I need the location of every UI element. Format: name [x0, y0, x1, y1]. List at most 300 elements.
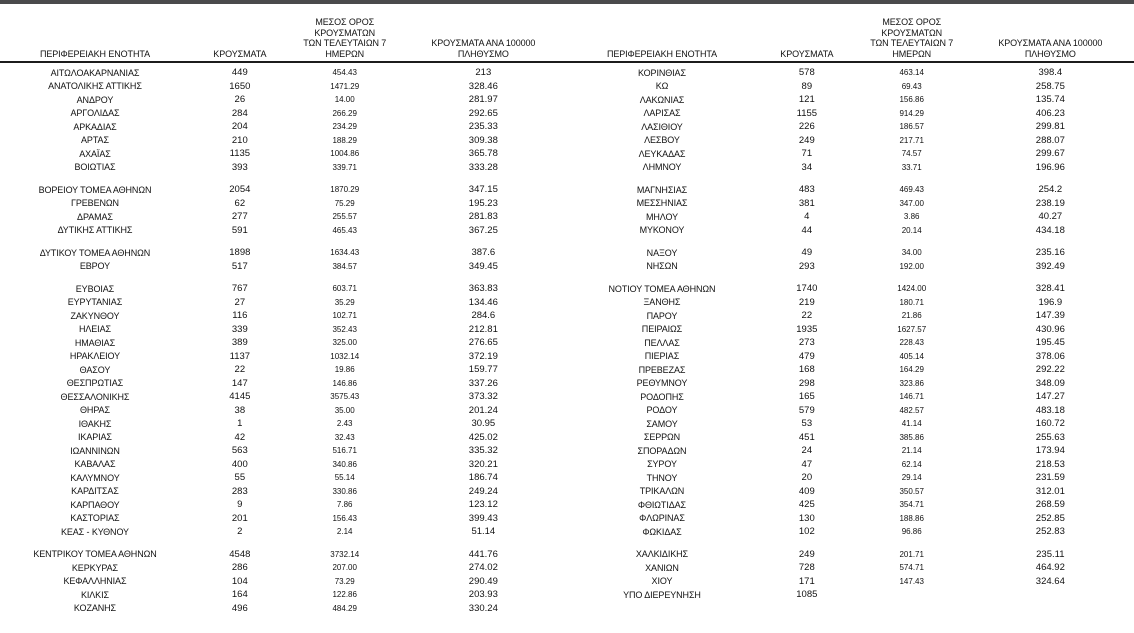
cell-per100k: 40.27 — [1038, 211, 1063, 223]
cell-per100k: 252.85 — [1035, 512, 1065, 524]
cell-cases: 767 — [231, 283, 248, 295]
cell-cases: 1650 — [229, 80, 251, 92]
table-row — [0, 80, 567, 94]
column-header-per100k: ΚΡΟΥΣΜΑΤΑ ΑΝΑ 100000 ΠΛΗΘΥΣΜΟ — [998, 38, 1103, 59]
cell-avg7days: 2.14 — [336, 527, 353, 537]
cell-cases: 22 — [234, 364, 246, 376]
cell-avg7days: 463.14 — [899, 68, 924, 78]
cell-cases: 147 — [231, 377, 248, 389]
cell-region: ΠΡΕΒΕΖΑΣ — [638, 364, 686, 375]
cell-per100k: 252.83 — [1035, 526, 1065, 538]
cell-cases: 286 — [231, 562, 248, 574]
cell-per100k: 173.94 — [1035, 445, 1065, 457]
cell-region: ΘΗΡΑΣ — [80, 405, 110, 416]
cell-cases: 393 — [231, 161, 248, 173]
cell-cases: 273 — [798, 337, 815, 349]
cell-per100k: 238.19 — [1035, 197, 1065, 209]
cell-per100k: 196.96 — [1035, 161, 1065, 173]
cell-avg7days: 156.86 — [899, 95, 924, 105]
cell-region: ΧΑΛΚΙΔΙΚΗΣ — [635, 549, 689, 560]
cell-per100k: 235.33 — [468, 121, 498, 133]
cell-region: ΤΗΝΟΥ — [646, 472, 678, 483]
cell-cases: 20 — [801, 472, 813, 484]
group-separator — [567, 174, 1134, 183]
cell-per100k: 348.09 — [1035, 377, 1065, 389]
cell-avg7days: 62.14 — [901, 459, 922, 469]
cell-per100k: 268.59 — [1035, 499, 1065, 511]
cell-cases: 2054 — [229, 184, 251, 196]
cell-per100k: 483.18 — [1035, 404, 1065, 416]
cell-avg7days: 122.86 — [332, 590, 357, 600]
cell-per100k: 335.32 — [468, 445, 498, 457]
cell-per100k: 328.41 — [1035, 283, 1065, 295]
cell-per100k: 292.22 — [1035, 364, 1065, 376]
cell-per100k: 147.39 — [1035, 310, 1065, 322]
cell-avg7days: 14.00 — [334, 95, 355, 105]
table-row — [567, 588, 1134, 602]
cell-avg7days: 20.14 — [901, 225, 922, 235]
cell-per100k: 203.93 — [468, 589, 498, 601]
cell-cases: 219 — [798, 296, 815, 308]
cell-cases: 728 — [798, 562, 815, 574]
cell-cases: 249 — [798, 134, 815, 146]
cell-cases: 283 — [231, 485, 248, 497]
cell-avg7days: 255.57 — [332, 212, 357, 222]
table-row — [567, 575, 1134, 589]
table-row — [567, 93, 1134, 107]
cell-region: ΦΘΙΩΤΙΔΑΣ — [637, 499, 687, 510]
cell-region: ΡΕΘΥΜΝΟΥ — [636, 378, 688, 389]
cell-region: ΛΑΚΩΝΙΑΣ — [639, 94, 685, 105]
cell-region: ΕΥΒΟΙΑΣ — [75, 283, 115, 294]
cell-avg7days: 34.00 — [901, 248, 922, 258]
table-row — [567, 80, 1134, 94]
cell-region: ΒΟΡΕΙΟΥ ΤΟΜΕΑ ΑΘΗΝΩΝ — [38, 184, 152, 195]
table-row — [567, 404, 1134, 418]
cell-region: ΣΑΜΟΥ — [646, 418, 678, 429]
cell-region: ΑΝΔΡΟΥ — [76, 94, 114, 105]
cell-avg7days: 228.43 — [899, 338, 924, 348]
cell-avg7days: 188.86 — [899, 513, 924, 523]
group-separator — [0, 273, 567, 282]
cell-cases: 517 — [231, 260, 248, 272]
cell-avg7days: 1627.57 — [897, 324, 927, 334]
cell-cases: 1 — [237, 418, 243, 430]
cell-per100k: 186.74 — [468, 472, 498, 484]
cell-per100k: 406.23 — [1035, 107, 1065, 119]
group-separator — [0, 174, 567, 183]
table-row — [567, 525, 1134, 539]
column-header-cases: ΚΡΟΥΣΜΑΤΑ — [213, 48, 267, 59]
table-row — [567, 512, 1134, 526]
cell-cases: 578 — [798, 67, 815, 79]
cell-cases: 121 — [798, 94, 815, 106]
regional-table-left — [0, 66, 567, 615]
cell-avg7days: 21.86 — [901, 311, 922, 321]
table-row — [567, 147, 1134, 161]
cell-region: ΚΕΡΚΥΡΑΣ — [71, 562, 119, 573]
cell-cases: 496 — [231, 602, 248, 614]
table-row — [0, 183, 567, 197]
cell-avg7days: 340.86 — [332, 459, 357, 469]
cell-region: ΧΑΝΙΩΝ — [645, 562, 679, 573]
cell-cases: 479 — [798, 350, 815, 362]
table-row — [567, 197, 1134, 211]
cell-cases: 1137 — [229, 350, 251, 362]
cell-avg7days: 405.14 — [899, 351, 924, 361]
cell-avg7days: 156.43 — [332, 513, 357, 523]
cell-region: ΚΕΦΑΛΛΗΝΙΑΣ — [63, 576, 127, 587]
cell-region: ΕΥΡΥΤΑΝΙΑΣ — [67, 297, 123, 308]
table-header-band — [0, 4, 1134, 63]
cell-per100k: 299.67 — [1035, 148, 1065, 160]
cell-cases: 53 — [801, 418, 813, 430]
cell-region: ΘΕΣΣΑΛΟΝΙΚΗΣ — [60, 391, 130, 402]
cell-avg7days: 102.71 — [332, 311, 357, 321]
cell-per100k: 430.96 — [1035, 323, 1065, 335]
cell-per100k: 324.64 — [1035, 575, 1065, 587]
cell-cases: 168 — [798, 364, 815, 376]
column-header-avg7days: ΜΕΣΟΣ ΟΡΟΣ ΚΡΟΥΣΜΑΤΩΝ ΤΩΝ ΤΕΛΕΥΤΑΙΩΝ 7 ΗΜΕΡΩΝ — [870, 17, 954, 59]
cell-avg7days: 35.00 — [334, 405, 355, 415]
table-row — [0, 210, 567, 224]
cell-cases: 1740 — [796, 283, 818, 295]
group-separator — [0, 237, 567, 246]
cell-cases: 563 — [231, 445, 248, 457]
cell-per100k: 425.02 — [468, 431, 498, 443]
table-row — [0, 309, 567, 323]
cell-region: ΑΡΓΟΛΙΔΑΣ — [70, 108, 120, 119]
cell-cases: 226 — [798, 121, 815, 133]
cell-region: ΛΑΡΙΣΑΣ — [643, 108, 681, 119]
table-row — [0, 296, 567, 310]
cell-cases: 102 — [798, 526, 815, 538]
table-row — [567, 336, 1134, 350]
table-row — [567, 350, 1134, 364]
cell-avg7days: 146.86 — [332, 378, 357, 388]
cell-per100k: 441.76 — [468, 548, 498, 560]
cell-avg7days: 339.71 — [332, 162, 357, 172]
cell-region: ΔΥΤΙΚΟΥ ΤΟΜΕΑ ΑΘΗΝΩΝ — [39, 247, 151, 258]
table-row — [567, 363, 1134, 377]
cell-per100k: 464.92 — [1035, 562, 1065, 574]
cell-cases: 293 — [798, 260, 815, 272]
table-row — [567, 390, 1134, 404]
cell-avg7days: 207.00 — [332, 563, 357, 573]
cell-cases: 22 — [801, 310, 813, 322]
cell-per100k: 333.28 — [468, 161, 498, 173]
cell-per100k: 292.65 — [468, 107, 498, 119]
cell-avg7days: 384.57 — [332, 261, 357, 271]
cell-region: ΣΥΡΟΥ — [647, 459, 677, 470]
cell-region: ΑΡΚΑΔΙΑΣ — [73, 121, 117, 132]
column-header-region: ΠΕΡΙΦΕΡΕΙΑΚΗ ΕΝΟΤΗΤΑ — [39, 48, 150, 59]
cell-region: ΠΕΙΡΑΙΩΣ — [641, 324, 683, 335]
table-row — [0, 197, 567, 211]
table-row — [567, 224, 1134, 238]
table-row — [567, 309, 1134, 323]
cell-region: ΧΙΟΥ — [651, 576, 673, 587]
cell-cases: 579 — [798, 404, 815, 416]
cell-region: ΚΟΖΑΝΗΣ — [73, 603, 117, 614]
cell-region: ΚΕΑΣ - ΚΥΘΝΟΥ — [60, 526, 129, 537]
cell-region: ΞΑΝΘΗΣ — [643, 297, 681, 308]
cell-avg7days: 188.29 — [332, 135, 357, 145]
cell-avg7days: 469.43 — [899, 185, 924, 195]
table-row — [567, 120, 1134, 134]
cell-avg7days: 69.43 — [901, 81, 922, 91]
cell-cases: 1085 — [796, 589, 818, 601]
cell-per100k: 328.46 — [468, 80, 498, 92]
cell-per100k: 135.74 — [1035, 94, 1065, 106]
cell-avg7days: 41.14 — [901, 419, 922, 429]
cell-per100k: 392.49 — [1035, 260, 1065, 272]
cell-region: ΝΑΞΟΥ — [646, 247, 678, 258]
cell-cases: 591 — [231, 224, 248, 236]
cell-region: ΗΛΕΙΑΣ — [78, 324, 111, 335]
cell-avg7days: 75.29 — [334, 198, 355, 208]
cell-per100k: 213 — [475, 67, 492, 79]
cell-per100k: 312.01 — [1035, 485, 1065, 497]
cell-region: ΔΡΑΜΑΣ — [77, 211, 113, 222]
group-separator — [567, 539, 1134, 548]
table-row — [0, 548, 567, 562]
cell-per100k: 281.97 — [468, 94, 498, 106]
cell-region: ΚΑΒΑΛΑΣ — [74, 459, 116, 470]
table-row — [0, 282, 567, 296]
cell-per100k: 255.63 — [1035, 431, 1065, 443]
cell-cases: 34 — [801, 161, 813, 173]
cell-region: ΣΕΡΡΩΝ — [643, 432, 681, 443]
cell-avg7days: 201.71 — [899, 549, 924, 559]
cell-cases: 49 — [801, 247, 813, 259]
cell-region: ΚΩ — [655, 81, 669, 92]
cell-per100k: 195.23 — [468, 197, 498, 209]
table-row — [567, 548, 1134, 562]
cell-per100k: 235.11 — [1036, 548, 1065, 560]
cell-avg7days: 1004.86 — [330, 149, 360, 159]
cell-per100k: 290.49 — [468, 575, 498, 587]
cell-per100k: 159.77 — [468, 364, 498, 376]
table-row — [0, 444, 567, 458]
table-row — [567, 260, 1134, 274]
column-header-cases: ΚΡΟΥΣΜΑΤΑ — [780, 48, 834, 59]
cell-region: ΔΥΤΙΚΗΣ ΑΤΤΙΚΗΣ — [57, 225, 133, 236]
cell-per100k: 347.15 — [468, 184, 498, 196]
cell-cases: 171 — [798, 575, 815, 587]
cell-per100k: 288.07 — [1035, 134, 1065, 146]
cell-avg7days: 352.43 — [332, 324, 357, 334]
cell-cases: 89 — [801, 80, 813, 92]
cell-region: ΗΡΑΚΛΕΙΟΥ — [69, 351, 121, 362]
table-row — [0, 588, 567, 602]
cell-avg7days: 147.43 — [899, 576, 924, 586]
cell-cases: 71 — [801, 148, 813, 160]
table-row — [0, 224, 567, 238]
table-row — [567, 183, 1134, 197]
table-row — [567, 431, 1134, 445]
cell-cases: 409 — [798, 485, 815, 497]
cell-avg7days: 516.71 — [332, 446, 357, 456]
cell-region: ΡΟΔΟΠΗΣ — [640, 391, 684, 402]
cell-per100k: 337.26 — [468, 377, 498, 389]
table-body — [0, 66, 1134, 615]
group-separator — [567, 273, 1134, 282]
table-row — [567, 444, 1134, 458]
cell-region: ΚΑΣΤΟΡΙΑΣ — [70, 513, 120, 524]
cell-region: ΣΠΟΡΑΔΩΝ — [637, 445, 687, 456]
cell-cases: 24 — [801, 445, 813, 457]
cell-per100k: 212.81 — [468, 323, 498, 335]
cell-region: ΚΕΝΤΡΙΚΟΥ ΤΟΜΕΑ ΑΘΗΝΩΝ — [33, 549, 157, 560]
cell-region: ΝΟΤΙΟΥ ΤΟΜΕΑ ΑΘΗΝΩΝ — [608, 283, 716, 294]
cell-per100k: 434.18 — [1035, 224, 1065, 236]
cell-cases: 42 — [234, 431, 246, 443]
table-row — [0, 561, 567, 575]
cell-avg7days: 454.43 — [332, 68, 357, 78]
cell-avg7days: 73.29 — [334, 576, 355, 586]
table-row — [0, 404, 567, 418]
cell-cases: 210 — [231, 134, 248, 146]
cell-avg7days: 96.86 — [901, 527, 922, 537]
cell-cases: 277 — [231, 211, 248, 223]
table-row — [0, 120, 567, 134]
table-row — [567, 561, 1134, 575]
cell-cases: 26 — [234, 94, 246, 106]
cell-avg7days: 1870.29 — [330, 185, 360, 195]
cell-cases: 339 — [231, 323, 248, 335]
cell-region: ΠΙΕΡΙΑΣ — [644, 351, 680, 362]
cell-cases: 204 — [231, 121, 248, 133]
table-row — [0, 93, 567, 107]
cell-per100k: 378.06 — [1035, 350, 1065, 362]
cell-cases: 38 — [234, 404, 246, 416]
table-row — [0, 260, 567, 274]
cell-avg7days: 192.00 — [899, 261, 924, 271]
column-header-per100k: ΚΡΟΥΣΜΑΤΑ ΑΝΑ 100000 ΠΛΗΘΥΣΜΟ — [431, 38, 536, 59]
table-row — [0, 485, 567, 499]
cell-region: ΠΕΛΛΑΣ — [644, 337, 680, 348]
cell-avg7days: 32.43 — [334, 432, 355, 442]
cell-cases: 62 — [234, 197, 246, 209]
cell-avg7days: 21.14 — [901, 446, 922, 456]
cell-avg7days: 3.86 — [903, 212, 920, 222]
table-row — [0, 390, 567, 404]
cell-avg7days: 266.29 — [332, 108, 357, 118]
cell-cases: 425 — [798, 499, 815, 511]
cell-per100k: 196.9 — [1038, 296, 1063, 308]
cell-per100k: 398.4 — [1038, 67, 1063, 79]
table-row — [567, 498, 1134, 512]
cell-cases: 1155 — [796, 107, 818, 119]
cell-region: ΗΜΑΘΙΑΣ — [74, 337, 116, 348]
cell-per100k: 367.25 — [468, 224, 498, 236]
column-header-avg7days: ΜΕΣΟΣ ΟΡΟΣ ΚΡΟΥΣΜΑΤΩΝ ΤΩΝ ΤΕΛΕΥΤΑΙΩΝ 7 ΗΜΕΡΩΝ — [303, 17, 387, 59]
table-row — [0, 161, 567, 175]
cell-per100k: 195.45 — [1035, 337, 1065, 349]
table-row — [0, 350, 567, 364]
table-row — [0, 525, 567, 539]
cell-region: ΦΩΚΙΔΑΣ — [642, 526, 682, 537]
cell-per100k: 349.45 — [468, 260, 498, 272]
cell-avg7days: 234.29 — [332, 122, 357, 132]
cell-region: ΙΚΑΡΙΑΣ — [78, 432, 112, 443]
cell-avg7days: 914.29 — [899, 108, 924, 118]
table-row — [0, 377, 567, 391]
table-row — [567, 296, 1134, 310]
cell-avg7days: 74.57 — [901, 149, 922, 159]
cell-region: ΘΕΣΠΡΩΤΙΑΣ — [66, 378, 124, 389]
table-row — [0, 575, 567, 589]
cell-region: ΜΕΣΣΗΝΙΑΣ — [636, 198, 688, 209]
cell-region: ΚΑΛΥΜΝΟΥ — [70, 472, 120, 483]
cell-avg7days: 1471.29 — [330, 81, 360, 91]
cell-avg7days: 7.86 — [336, 500, 353, 510]
cell-per100k: 147.27 — [1035, 391, 1065, 403]
cell-cases: 449 — [231, 67, 248, 79]
table-row — [567, 66, 1134, 80]
cell-per100k: 372.19 — [468, 350, 498, 362]
left-table-header — [0, 4, 567, 61]
cell-per100k: 258.75 — [1035, 80, 1065, 92]
cell-avg7days: 347.00 — [899, 198, 924, 208]
cell-per100k: 373.32 — [468, 391, 498, 403]
cell-cases: 4145 — [229, 391, 251, 403]
table-row — [567, 282, 1134, 296]
cell-avg7days: 482.57 — [899, 405, 924, 415]
cell-cases: 130 — [798, 512, 815, 524]
table-row — [0, 107, 567, 121]
cell-region: ΡΟΔΟΥ — [646, 405, 678, 416]
cell-per100k: 399.43 — [468, 512, 498, 524]
cell-avg7days: 217.71 — [899, 135, 924, 145]
cell-avg7days: 3732.14 — [330, 549, 360, 559]
cell-region: ΘΑΣΟΥ — [79, 364, 111, 375]
cell-cases: 2 — [237, 526, 243, 538]
cell-per100k: 274.02 — [468, 562, 498, 574]
cell-per100k: 330.24 — [468, 602, 498, 614]
cell-cases: 1898 — [229, 247, 251, 259]
cell-cases: 4548 — [229, 548, 251, 560]
cell-cases: 483 — [798, 184, 815, 196]
cell-region: ΚΟΡΙΝΘΙΑΣ — [638, 67, 686, 78]
table-row — [0, 66, 567, 80]
cell-per100k: 309.38 — [468, 134, 498, 146]
cell-cases: 165 — [798, 391, 815, 403]
table-row — [0, 512, 567, 526]
cell-avg7days: 330.86 — [332, 486, 357, 496]
cell-avg7days: 3575.43 — [330, 392, 360, 402]
cell-region: ΛΕΣΒΟΥ — [644, 135, 680, 146]
cell-cases: 47 — [801, 458, 813, 470]
cell-region: ΕΒΡΟΥ — [79, 261, 111, 272]
cell-per100k: 365.78 — [468, 148, 498, 160]
cell-avg7days: 1424.00 — [897, 284, 927, 294]
cell-region: ΚΙΛΚΙΣ — [80, 589, 109, 600]
table-row — [567, 471, 1134, 485]
cell-region: ΜΥΚΟΝΟΥ — [639, 225, 685, 236]
cell-region: ΖΑΚΥΝΘΟΥ — [70, 310, 120, 321]
cell-region: ΛΑΣΙΘΙΟΥ — [641, 121, 683, 132]
cell-per100k: 218.53 — [1035, 458, 1065, 470]
cell-per100k: 363.83 — [468, 283, 498, 295]
cell-per100k: 235.16 — [1035, 247, 1065, 259]
table-row — [0, 471, 567, 485]
right-table-header — [567, 4, 1134, 61]
regional-table-right — [567, 66, 1134, 615]
cell-avg7days: 574.71 — [899, 563, 924, 573]
cell-avg7days: 350.57 — [899, 486, 924, 496]
